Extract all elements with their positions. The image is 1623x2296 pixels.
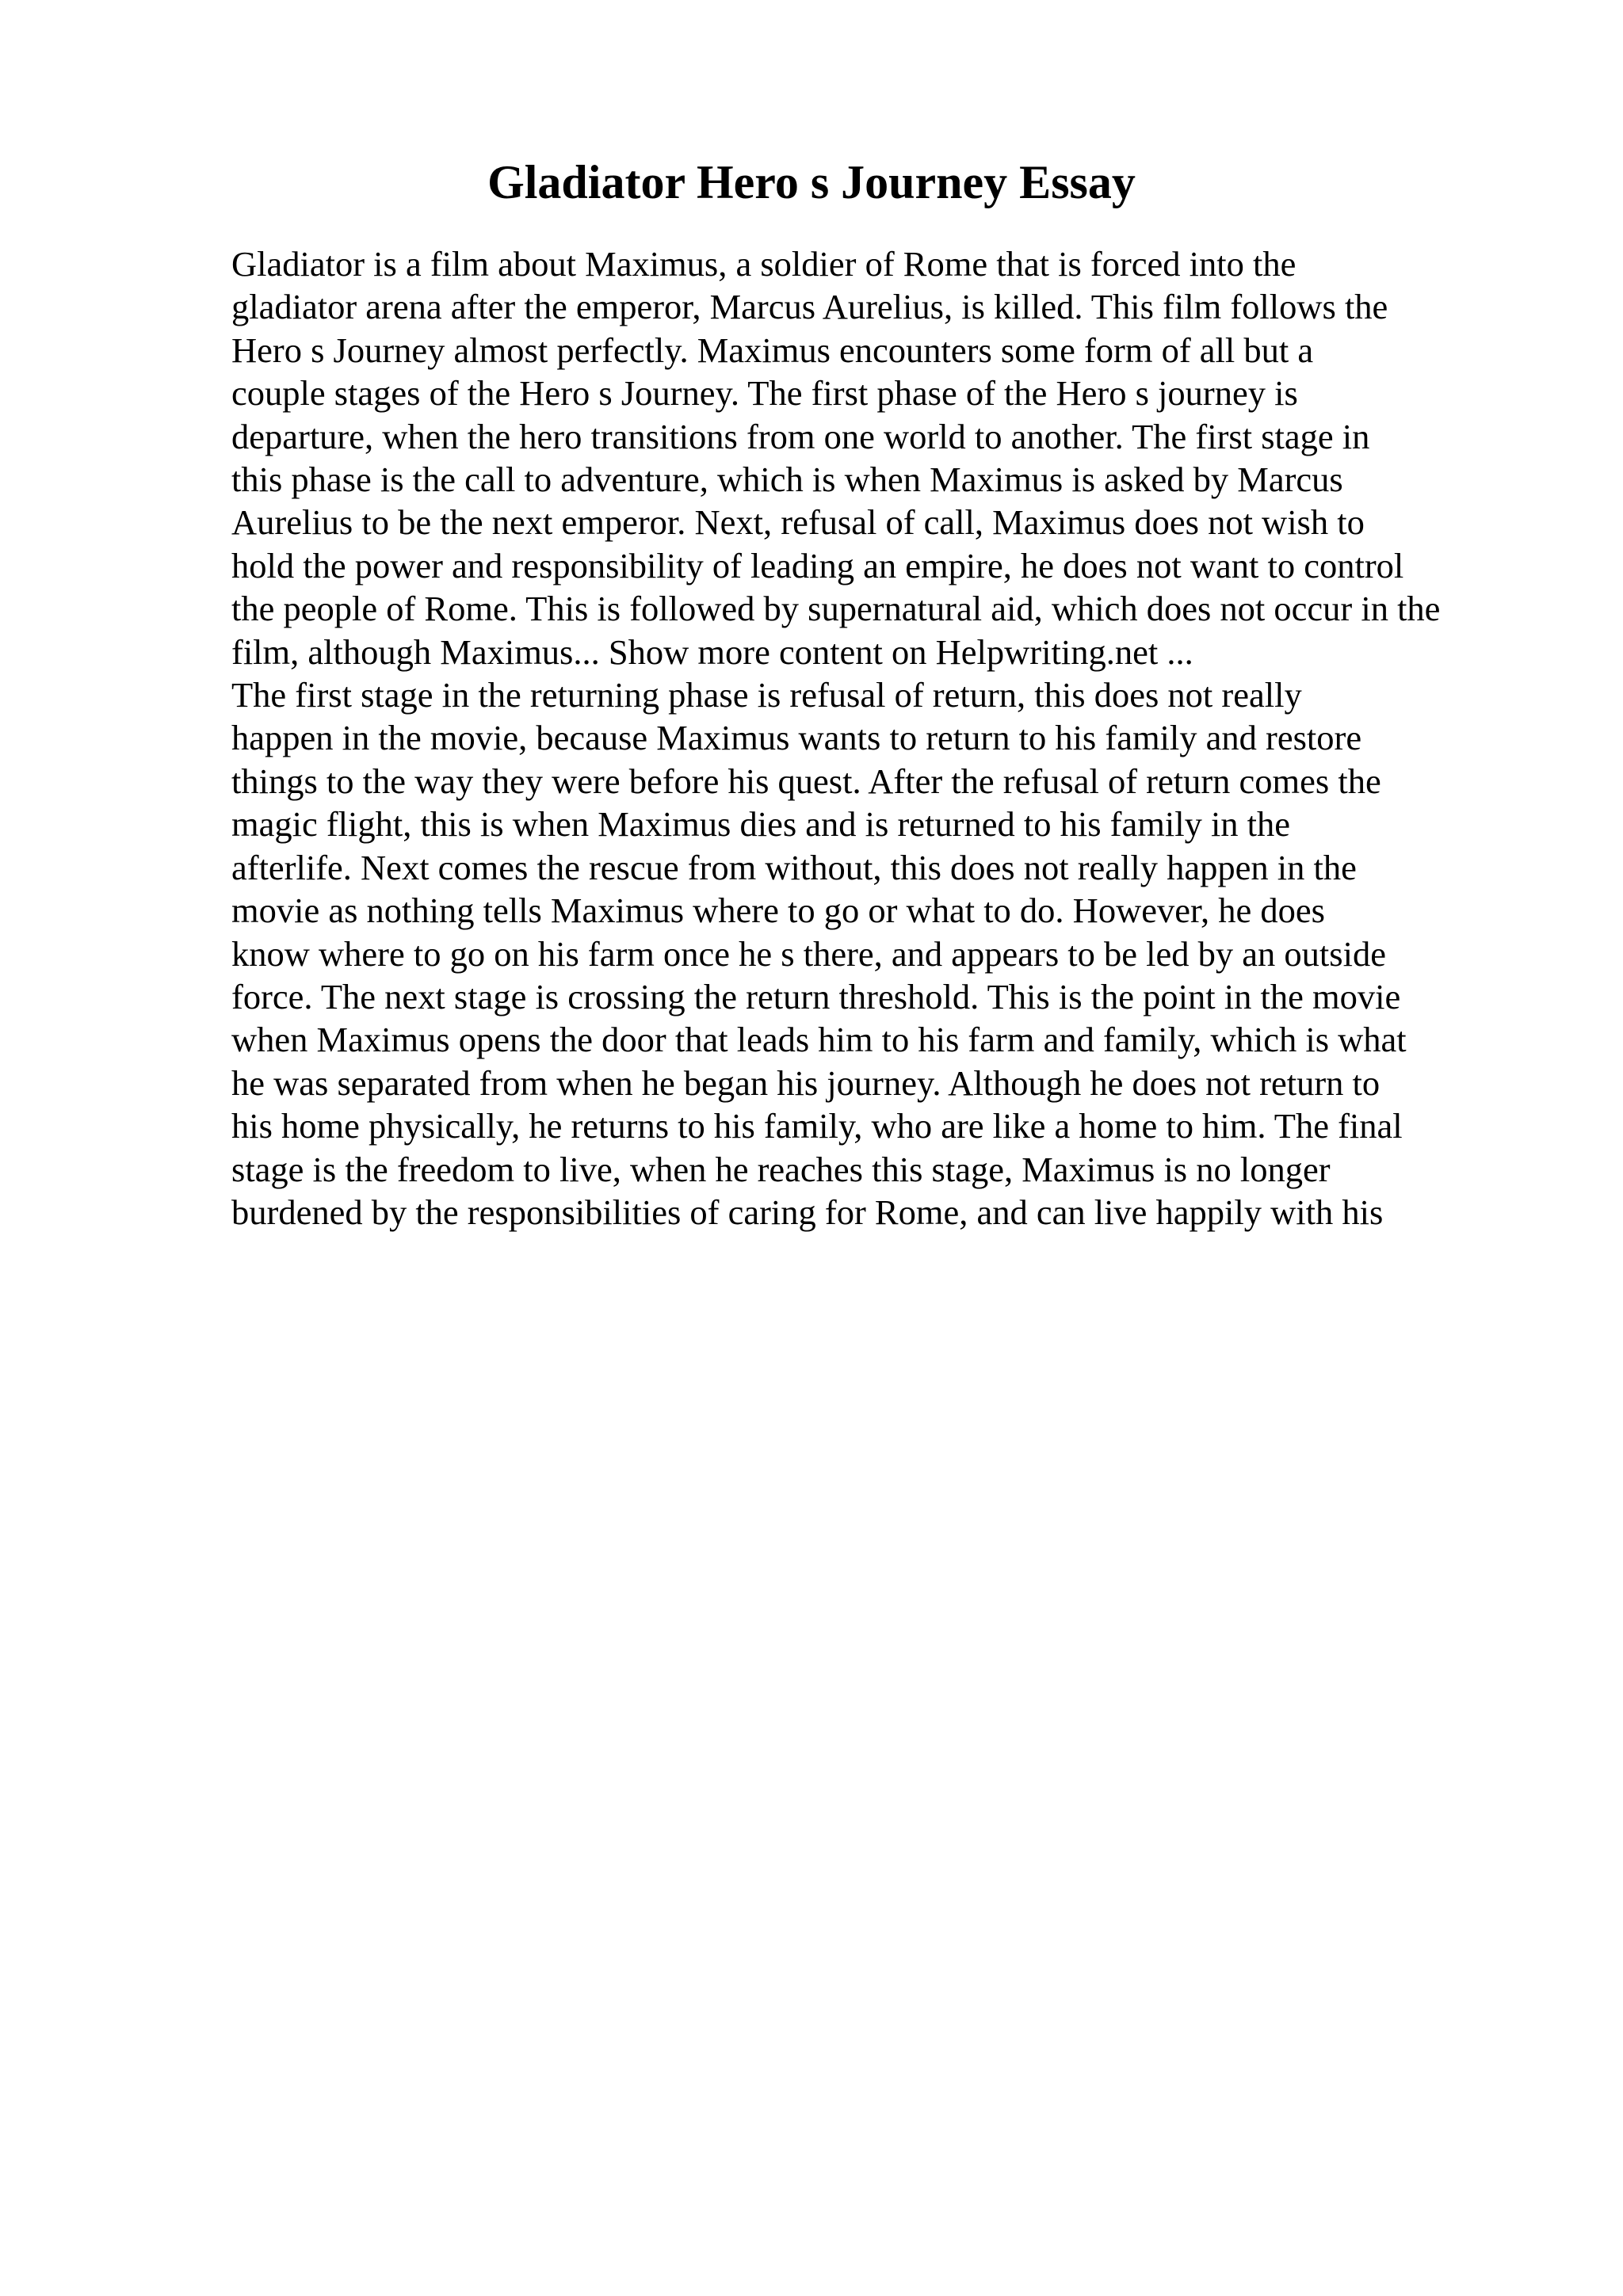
text-line: gladiator arena after the emperor, Marcus Aurelius, is killed. This film follows the [231,287,1388,327]
text-line: departure, when the hero transitions from one world to another. The first stage in [231,416,1370,456]
essay-body [231,242,1594,1234]
text-line: couple stages of the Hero s Journey. The first phase of the Hero s journey is [231,373,1298,414]
text-line: film, although Maximus... Show more content on Helpwriting.net ... [231,631,1193,672]
text-line: Hero s Journey almost perfectly. Maximus encounters some form of all but a [231,330,1314,370]
text-line: Gladiator is a film about Maximus, a soldier of Rome that is forced into the [231,244,1296,284]
text-line: movie as nothing tells Maximus where to go or what to do. However, he does [231,891,1325,931]
text-line: burdened by the responsibilities of caring for Rome, and can live happily with his [231,1192,1384,1232]
text-line: the people of Rome. This is followed by supernatural aid, which does not occur in the [231,589,1441,629]
text-line: hold the power and responsibility of leading an empire, he does not want to control [231,545,1404,585]
text-line: happen in the movie, because Maximus wants to return to his family and restore [231,718,1362,758]
document-title: Gladiator Hero s Journey Essay [487,156,1136,208]
text-line: he was separated from when he began his journey. Although he does not return to [231,1062,1381,1103]
text-line: magic flight, this is when Maximus dies and is returned to his family in the [231,804,1291,845]
text-line: this phase is the call to adventure, which is when Maximus is asked by Marcus [231,460,1343,500]
text-line: The first stage in the returning phase is refusal of return, this does not really [231,675,1302,715]
text-line: his home physically, he returns to his family, who are like a home to him. The final [231,1106,1403,1146]
text-line: Aurelius to be the next emperor. Next, refusal of call, Maximus does not wish to [231,502,1365,543]
text-line: when Maximus opens the door that leads him to his farm and family, which is what [231,1020,1407,1060]
text-line: afterlife. Next comes the rescue from without, this does not really happen in the [231,847,1357,887]
text-line: force. The next stage is crossing the return threshold. This is the point in the movie [231,976,1401,1016]
text-line: things to the way they were before his quest. After the refusal of return comes the [231,761,1381,801]
text-line: know where to go on his farm once he s there, and appears to be led by an outside [231,933,1386,974]
text-line: stage is the freedom to live, when he reaches this stage, Maximus is no longer [231,1149,1331,1189]
